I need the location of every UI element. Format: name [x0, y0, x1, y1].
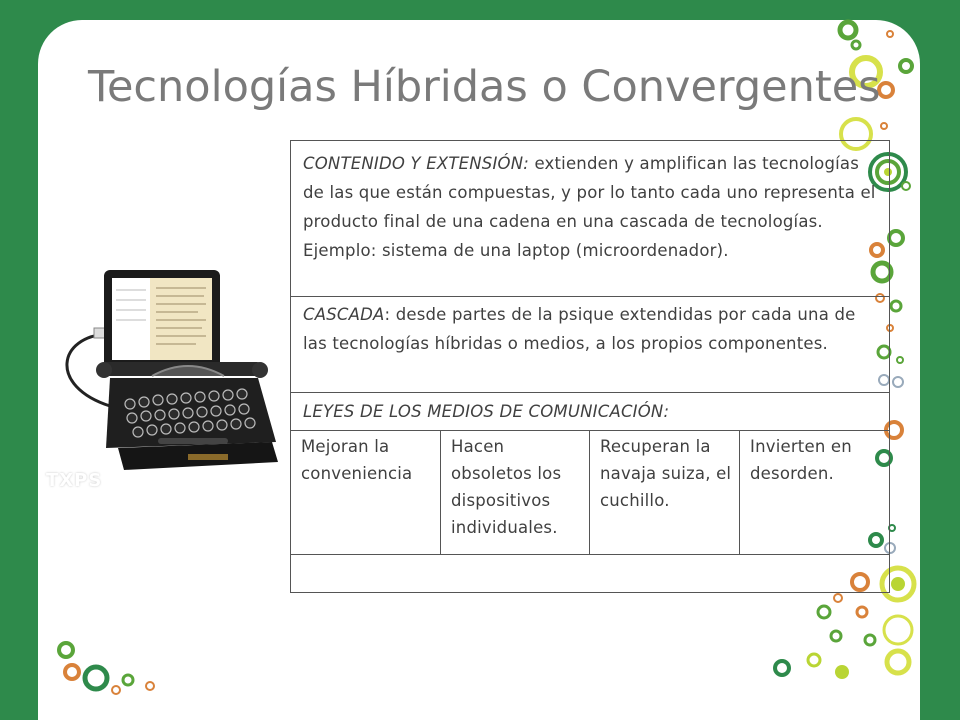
table-row [291, 296, 889, 392]
table-row [291, 141, 889, 296]
image-watermark: TXPS [46, 470, 103, 491]
cell-text: : desde partes de la psique extendidas por cada una de las tecnologías híbridas o medios, a los propios componentes. [303, 305, 856, 353]
cell-label: CASCADA [303, 305, 385, 324]
table-cell [740, 431, 889, 555]
table-cell [303, 149, 881, 265]
table-row [291, 430, 889, 554]
law-1: Mejoran la conveniencia [301, 437, 413, 483]
slide-title: Tecnologías Híbridas o Convergentes [88, 62, 881, 112]
table-row [291, 392, 889, 430]
content-table [290, 140, 890, 593]
cell-label: LEYES DE LOS MEDIOS DE COMUNICACIÓN: [303, 402, 670, 421]
table-row [291, 554, 889, 592]
cell-text: extienden y amplifican las tecnologías de las que están compuestas, y por lo tanto cada uno representa el producto final de una cadena en una cascada de tecnologías. Ejemplo: sistema de una laptop (microordenador). [303, 154, 876, 260]
table-cell [303, 300, 881, 358]
table-cell [441, 431, 590, 555]
cell-label: CONTENIDO Y EXTENSIÓN: [303, 154, 530, 173]
table-cell [590, 431, 740, 555]
law-4: Invierten en desorden. [750, 437, 852, 483]
typewriter-ipad-icon [48, 266, 280, 486]
law-2: Hacen obsoletos los dispositivos individuales. [451, 437, 562, 537]
law-3: Recuperan la navaja suiza, el cuchillo. [600, 437, 732, 510]
table-cell [291, 431, 441, 555]
table-cell [303, 397, 881, 426]
